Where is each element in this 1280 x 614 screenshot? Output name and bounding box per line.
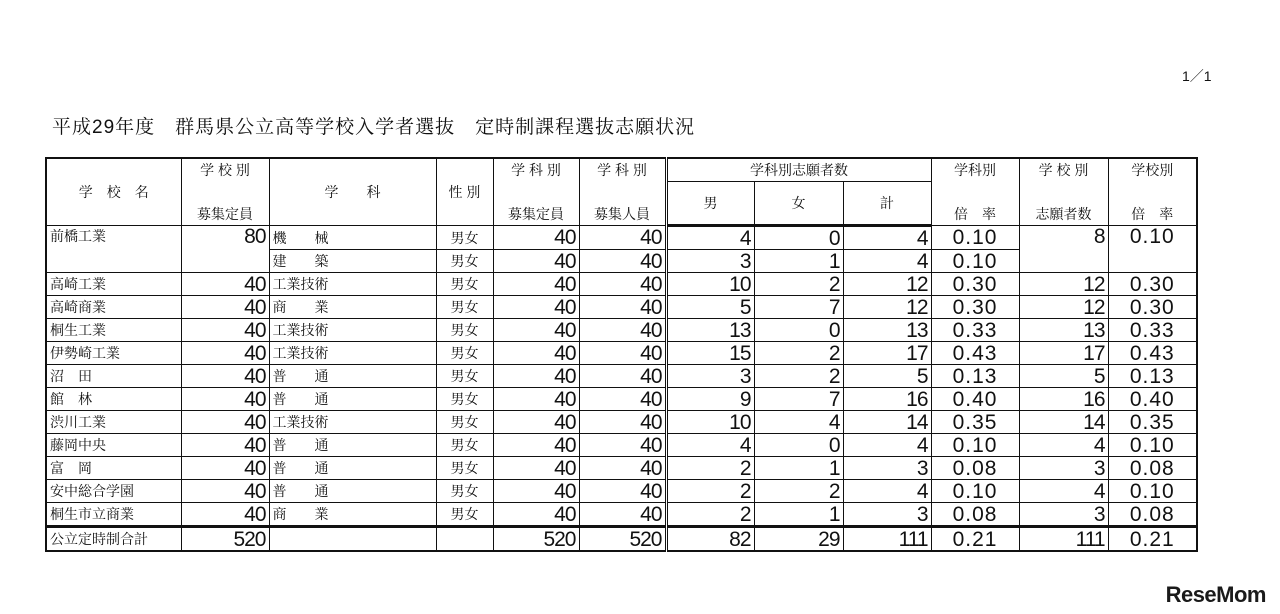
cell-school: 館 林	[46, 388, 181, 411]
cell-recruit: 40	[579, 226, 666, 250]
cell-school-ratio: 0.10	[1108, 226, 1197, 273]
cell-school: 高崎商業	[46, 296, 181, 319]
cell-female: 2	[754, 342, 843, 365]
cell-school-applicants: 8	[1019, 226, 1108, 273]
cell-male: 10	[666, 411, 754, 434]
cell-male: 4	[666, 226, 754, 250]
cell-male: 4	[666, 434, 754, 457]
table-row	[46, 388, 1197, 411]
table-row	[46, 319, 1197, 342]
cell-dept: 普 通	[269, 480, 436, 503]
header-total: 計	[843, 182, 931, 226]
cell-school-quota: 40	[181, 273, 269, 296]
resemom-logo: ReseMom	[1165, 582, 1266, 607]
cell-total: 3	[843, 503, 931, 527]
table-row	[46, 273, 1197, 296]
cell-dept: 工業技術	[269, 319, 436, 342]
cell-recruit: 40	[579, 411, 666, 434]
cell-gender	[436, 527, 493, 552]
cell-gender: 男女	[436, 388, 493, 411]
cell-dept	[269, 527, 436, 552]
cell-male: 15	[666, 342, 754, 365]
header-dept-ratio: 学科別 倍 率	[931, 158, 1019, 226]
cell-school-applicants: 111	[1019, 527, 1108, 552]
header-school-ratio: 学校別 倍 率	[1108, 158, 1197, 226]
cell-dept-quota: 40	[493, 480, 579, 503]
cell-school-quota: 40	[181, 480, 269, 503]
cell-dept: 普 通	[269, 457, 436, 480]
cell-dept-quota: 40	[493, 226, 579, 250]
cell-dept-ratio: 0.43	[931, 342, 1019, 365]
cell-male: 10	[666, 273, 754, 296]
cell-school-quota: 40	[181, 296, 269, 319]
cell-dept-quota: 40	[493, 365, 579, 388]
cell-female: 0	[754, 226, 843, 250]
cell-gender: 男女	[436, 250, 493, 273]
cell-school: 富 岡	[46, 457, 181, 480]
cell-gender: 男女	[436, 319, 493, 342]
table-row	[46, 226, 1197, 250]
cell-dept: 工業技術	[269, 342, 436, 365]
cell-dept-quota: 40	[493, 273, 579, 296]
header-department: 学 科	[269, 158, 436, 226]
cell-recruit: 40	[579, 319, 666, 342]
page-number: 1／1	[1182, 68, 1212, 84]
cell-school-ratio: 0.33	[1108, 319, 1197, 342]
header-applicants-group: 学科別志願者数	[666, 158, 931, 182]
table-row	[46, 457, 1197, 480]
cell-female: 7	[754, 388, 843, 411]
cell-female: 1	[754, 503, 843, 527]
table-row	[46, 296, 1197, 319]
cell-school-ratio: 0.08	[1108, 503, 1197, 527]
header-school-name: 学 校 名	[46, 158, 181, 226]
table-row	[46, 365, 1197, 388]
cell-school-quota: 40	[181, 411, 269, 434]
applications-table	[45, 157, 1198, 552]
cell-school: 渋川工業	[46, 411, 181, 434]
cell-dept-ratio: 0.10	[931, 480, 1019, 503]
cell-total: 4	[843, 226, 931, 250]
table-row	[46, 434, 1197, 457]
cell-male: 5	[666, 296, 754, 319]
cell-school-quota: 40	[181, 503, 269, 527]
cell-male: 2	[666, 480, 754, 503]
cell-total: 17	[843, 342, 931, 365]
cell-dept-quota: 40	[493, 411, 579, 434]
cell-male: 3	[666, 365, 754, 388]
cell-dept-ratio: 0.30	[931, 296, 1019, 319]
cell-school-ratio: 0.08	[1108, 457, 1197, 480]
cell-dept-ratio: 0.35	[931, 411, 1019, 434]
cell-total: 13	[843, 319, 931, 342]
cell-gender: 男女	[436, 503, 493, 527]
table-row	[46, 480, 1197, 503]
cell-school-applicants: 13	[1019, 319, 1108, 342]
cell-total: 4	[843, 434, 931, 457]
cell-recruit: 40	[579, 434, 666, 457]
cell-school-applicants: 4	[1019, 480, 1108, 503]
cell-school-applicants: 5	[1019, 365, 1108, 388]
cell-gender: 男女	[436, 457, 493, 480]
header-school-applicants: 学 校 別 志願者数	[1019, 158, 1108, 226]
cell-school-ratio: 0.10	[1108, 434, 1197, 457]
cell-total: 5	[843, 365, 931, 388]
cell-school-applicants: 12	[1019, 273, 1108, 296]
cell-dept-ratio: 0.21	[931, 527, 1019, 552]
cell-dept-ratio: 0.10	[931, 250, 1019, 273]
cell-female: 2	[754, 365, 843, 388]
cell-school-quota: 80	[181, 226, 269, 273]
cell-dept: 工業技術	[269, 273, 436, 296]
cell-dept-quota: 40	[493, 457, 579, 480]
cell-female: 2	[754, 273, 843, 296]
cell-school-applicants: 17	[1019, 342, 1108, 365]
cell-female: 29	[754, 527, 843, 552]
cell-total: 3	[843, 457, 931, 480]
cell-recruit: 40	[579, 296, 666, 319]
cell-school-ratio: 0.30	[1108, 296, 1197, 319]
cell-female: 1	[754, 250, 843, 273]
cell-dept-ratio: 0.13	[931, 365, 1019, 388]
table-row	[46, 411, 1197, 434]
cell-school-quota: 40	[181, 342, 269, 365]
cell-school: 沼 田	[46, 365, 181, 388]
table-row	[46, 503, 1197, 527]
header-dept-recruit: 学 科 別 募集人員	[579, 158, 666, 226]
cell-male: 82	[666, 527, 754, 552]
cell-dept-quota: 40	[493, 250, 579, 273]
cell-total: 4	[843, 250, 931, 273]
cell-school-applicants: 12	[1019, 296, 1108, 319]
cell-gender: 男女	[436, 434, 493, 457]
cell-dept: 普 通	[269, 388, 436, 411]
cell-dept: 商 業	[269, 503, 436, 527]
cell-school-applicants: 3	[1019, 503, 1108, 527]
cell-male: 13	[666, 319, 754, 342]
cell-total: 12	[843, 296, 931, 319]
cell-female: 4	[754, 411, 843, 434]
cell-recruit: 40	[579, 480, 666, 503]
cell-school-quota: 40	[181, 388, 269, 411]
cell-recruit: 40	[579, 503, 666, 527]
header-dept-quota: 学 科 別 募集定員	[493, 158, 579, 226]
cell-school-ratio: 0.35	[1108, 411, 1197, 434]
cell-dept: 普 通	[269, 365, 436, 388]
cell-total: 111	[843, 527, 931, 552]
cell-recruit: 40	[579, 457, 666, 480]
cell-school: 安中総合学園	[46, 480, 181, 503]
cell-gender: 男女	[436, 226, 493, 250]
cell-dept-quota: 40	[493, 296, 579, 319]
cell-school-ratio: 0.21	[1108, 527, 1197, 552]
cell-school-quota: 520	[181, 527, 269, 552]
cell-school-ratio: 0.30	[1108, 273, 1197, 296]
cell-recruit: 40	[579, 365, 666, 388]
cell-female: 7	[754, 296, 843, 319]
cell-school-ratio: 0.43	[1108, 342, 1197, 365]
cell-school-applicants: 4	[1019, 434, 1108, 457]
cell-dept-quota: 40	[493, 503, 579, 527]
cell-school: 高崎工業	[46, 273, 181, 296]
cell-school: 公立定時制合計	[46, 527, 181, 552]
cell-recruit: 520	[579, 527, 666, 552]
cell-school-applicants: 14	[1019, 411, 1108, 434]
cell-male: 9	[666, 388, 754, 411]
cell-recruit: 40	[579, 388, 666, 411]
cell-school: 前橋工業	[46, 226, 181, 273]
cell-school-ratio: 0.40	[1108, 388, 1197, 411]
cell-gender: 男女	[436, 411, 493, 434]
cell-dept-ratio: 0.08	[931, 503, 1019, 527]
cell-school-quota: 40	[181, 319, 269, 342]
cell-dept-ratio: 0.30	[931, 273, 1019, 296]
cell-school-applicants: 16	[1019, 388, 1108, 411]
cell-recruit: 40	[579, 342, 666, 365]
header-female: 女	[754, 182, 843, 226]
cell-female: 2	[754, 480, 843, 503]
cell-dept-ratio: 0.08	[931, 457, 1019, 480]
cell-female: 0	[754, 434, 843, 457]
cell-school-quota: 40	[181, 365, 269, 388]
cell-school: 桐生市立商業	[46, 503, 181, 527]
header-gender: 性 別	[436, 158, 493, 226]
header-male: 男	[666, 182, 754, 226]
cell-dept: 商 業	[269, 296, 436, 319]
cell-male: 2	[666, 503, 754, 527]
cell-school-quota: 40	[181, 457, 269, 480]
cell-gender: 男女	[436, 273, 493, 296]
cell-school: 桐生工業	[46, 319, 181, 342]
cell-school: 伊勢崎工業	[46, 342, 181, 365]
cell-female: 1	[754, 457, 843, 480]
cell-dept-quota: 40	[493, 388, 579, 411]
cell-male: 3	[666, 250, 754, 273]
cell-gender: 男女	[436, 365, 493, 388]
cell-school-ratio: 0.10	[1108, 480, 1197, 503]
cell-total: 4	[843, 480, 931, 503]
cell-dept-quota: 40	[493, 319, 579, 342]
cell-gender: 男女	[436, 342, 493, 365]
cell-total: 14	[843, 411, 931, 434]
document-title: 平成29年度 群馬県公立高等学校入学者選抜 定時制課程選抜志願状況	[52, 117, 696, 138]
cell-dept: 工業技術	[269, 411, 436, 434]
cell-dept-ratio: 0.10	[931, 226, 1019, 250]
cell-female: 0	[754, 319, 843, 342]
cell-dept-quota: 40	[493, 434, 579, 457]
cell-gender: 男女	[436, 296, 493, 319]
cell-school: 藤岡中央	[46, 434, 181, 457]
cell-recruit: 40	[579, 273, 666, 296]
cell-dept: 建 築	[269, 250, 436, 273]
cell-gender: 男女	[436, 480, 493, 503]
cell-total: 12	[843, 273, 931, 296]
cell-school-ratio: 0.13	[1108, 365, 1197, 388]
cell-dept: 普 通	[269, 434, 436, 457]
cell-dept-quota: 520	[493, 527, 579, 552]
cell-dept-quota: 40	[493, 342, 579, 365]
cell-school-applicants: 3	[1019, 457, 1108, 480]
cell-total: 16	[843, 388, 931, 411]
cell-male: 2	[666, 457, 754, 480]
cell-dept-ratio: 0.10	[931, 434, 1019, 457]
total-row	[46, 527, 1197, 552]
cell-recruit: 40	[579, 250, 666, 273]
cell-school-quota: 40	[181, 434, 269, 457]
table-row	[46, 342, 1197, 365]
header-school-quota: 学 校 別 募集定員	[181, 158, 269, 226]
cell-dept: 機 械	[269, 226, 436, 250]
cell-dept-ratio: 0.40	[931, 388, 1019, 411]
cell-dept-ratio: 0.33	[931, 319, 1019, 342]
